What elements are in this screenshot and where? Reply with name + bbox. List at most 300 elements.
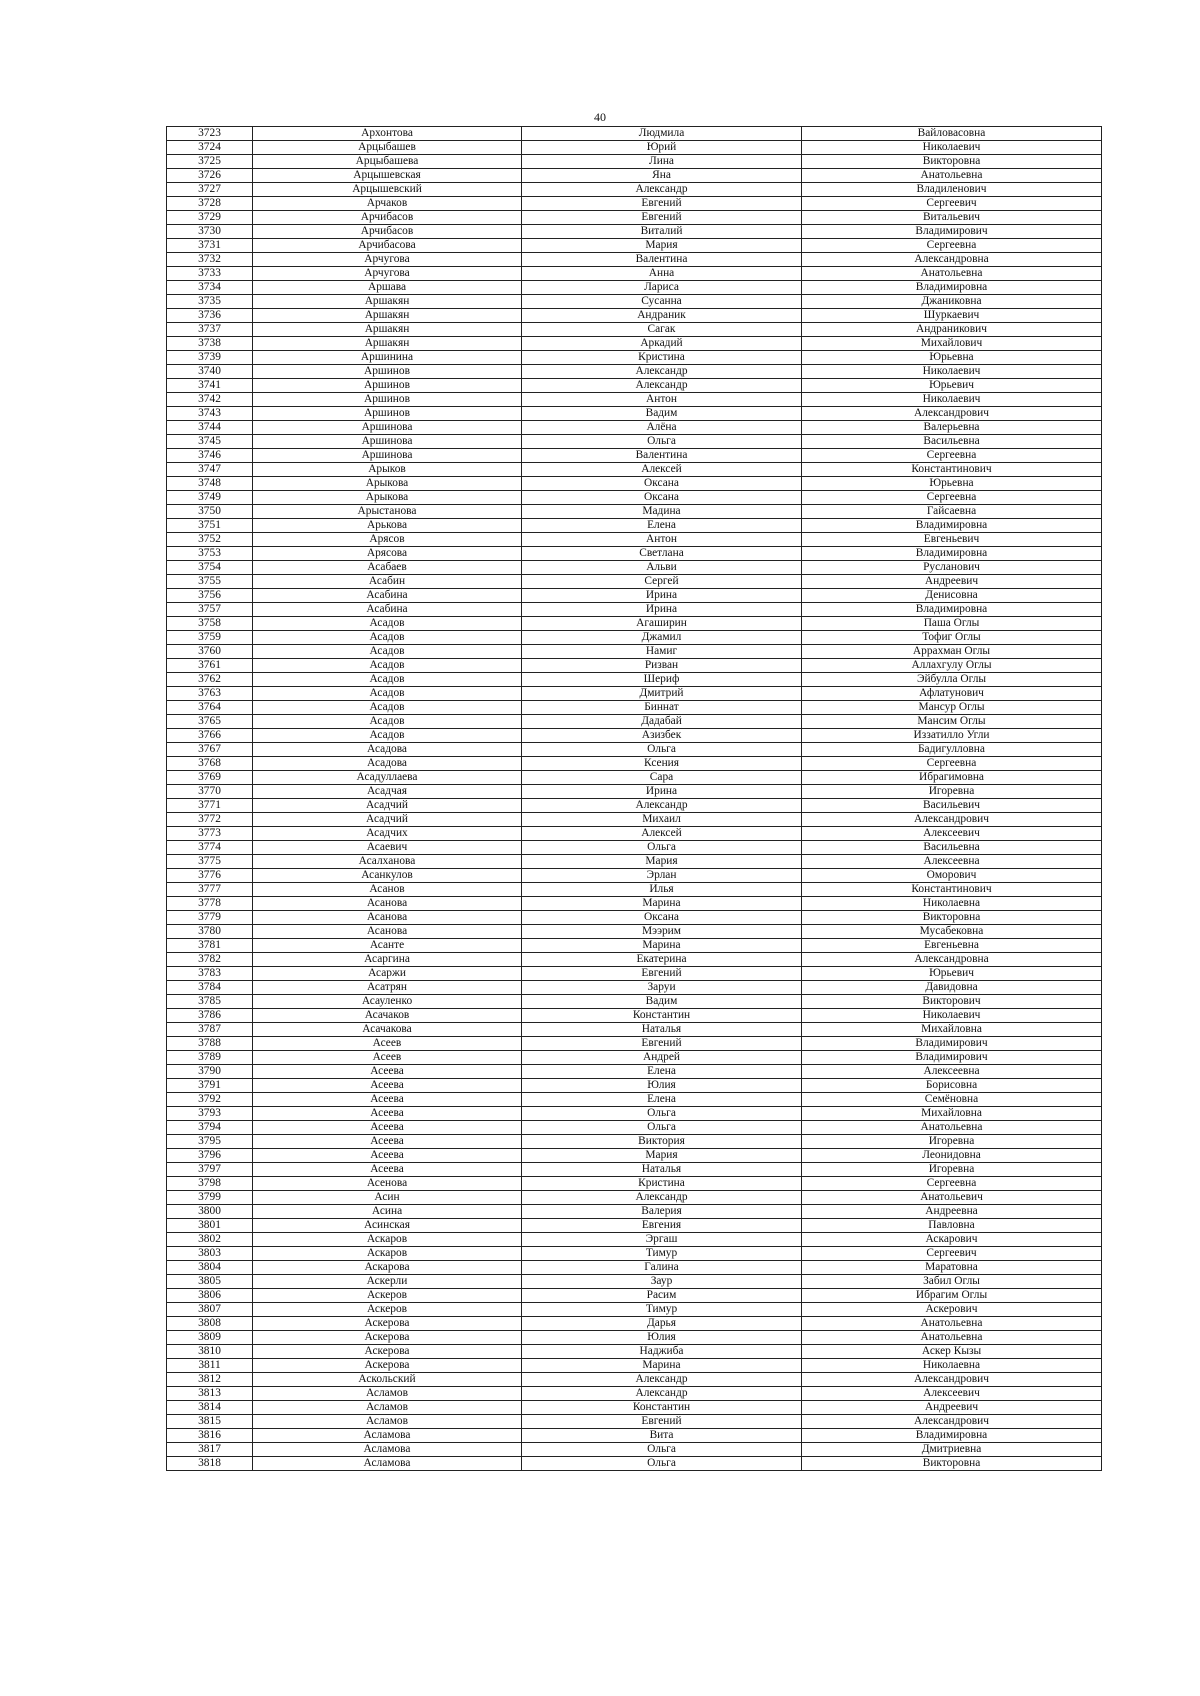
patronymic-cell: Андреевич bbox=[802, 1401, 1102, 1415]
row-number-cell: 3728 bbox=[167, 197, 253, 211]
last-name-cell: Асеева bbox=[253, 1107, 522, 1121]
last-name-cell: Арчибасова bbox=[253, 239, 522, 253]
table-row bbox=[167, 701, 1102, 715]
row-number-cell: 3780 bbox=[167, 925, 253, 939]
last-name-cell: Асадуллаева bbox=[253, 771, 522, 785]
table-row bbox=[167, 169, 1102, 183]
table-row bbox=[167, 1023, 1102, 1037]
first-name-cell: Агаширин bbox=[522, 617, 802, 631]
first-name-cell: Алёна bbox=[522, 421, 802, 435]
last-name-cell: Арцыбашева bbox=[253, 155, 522, 169]
patronymic-cell: Владимировна bbox=[802, 1429, 1102, 1443]
table-row bbox=[167, 785, 1102, 799]
row-number-cell: 3792 bbox=[167, 1093, 253, 1107]
first-name-cell: Биннат bbox=[522, 701, 802, 715]
last-name-cell: Асанов bbox=[253, 883, 522, 897]
patronymic-cell: Ибрагимовна bbox=[802, 771, 1102, 785]
last-name-cell: Асеев bbox=[253, 1037, 522, 1051]
last-name-cell: Аршакян bbox=[253, 337, 522, 351]
last-name-cell: Асеев bbox=[253, 1051, 522, 1065]
row-number-cell: 3802 bbox=[167, 1233, 253, 1247]
row-number-cell: 3799 bbox=[167, 1191, 253, 1205]
row-number-cell: 3795 bbox=[167, 1135, 253, 1149]
patronymic-cell: Аллахгулу Оглы bbox=[802, 659, 1102, 673]
row-number-cell: 3811 bbox=[167, 1359, 253, 1373]
first-name-cell: Александр bbox=[522, 365, 802, 379]
first-name-cell: Расим bbox=[522, 1289, 802, 1303]
row-number-cell: 3731 bbox=[167, 239, 253, 253]
last-name-cell: Асадова bbox=[253, 757, 522, 771]
patronymic-cell: Владимировна bbox=[802, 547, 1102, 561]
first-name-cell: Александр bbox=[522, 183, 802, 197]
first-name-cell: Яна bbox=[522, 169, 802, 183]
first-name-cell: Антон bbox=[522, 393, 802, 407]
table-row bbox=[167, 435, 1102, 449]
first-name-cell: Елена bbox=[522, 1093, 802, 1107]
last-name-cell: Асанте bbox=[253, 939, 522, 953]
last-name-cell: Асеева bbox=[253, 1079, 522, 1093]
first-name-cell: Марина bbox=[522, 939, 802, 953]
first-name-cell: Вита bbox=[522, 1429, 802, 1443]
patronymic-cell: Аррахман Оглы bbox=[802, 645, 1102, 659]
patronymic-cell: Джаниковна bbox=[802, 295, 1102, 309]
first-name-cell: Оксана bbox=[522, 477, 802, 491]
first-name-cell: Азизбек bbox=[522, 729, 802, 743]
first-name-cell: Мээрим bbox=[522, 925, 802, 939]
last-name-cell: Асадов bbox=[253, 715, 522, 729]
table-row bbox=[167, 1107, 1102, 1121]
patronymic-cell: Александрович bbox=[802, 1373, 1102, 1387]
last-name-cell: Арцышевский bbox=[253, 183, 522, 197]
last-name-cell: Аршинова bbox=[253, 449, 522, 463]
table-row bbox=[167, 757, 1102, 771]
first-name-cell: Валентина bbox=[522, 253, 802, 267]
row-number-cell: 3794 bbox=[167, 1121, 253, 1135]
table-row bbox=[167, 1331, 1102, 1345]
last-name-cell: Аскеров bbox=[253, 1289, 522, 1303]
row-number-cell: 3732 bbox=[167, 253, 253, 267]
patronymic-cell: Михайловна bbox=[802, 1107, 1102, 1121]
last-name-cell: Асламова bbox=[253, 1457, 522, 1471]
first-name-cell: Марина bbox=[522, 1359, 802, 1373]
row-number-cell: 3769 bbox=[167, 771, 253, 785]
table-row bbox=[167, 1359, 1102, 1373]
row-number-cell: 3741 bbox=[167, 379, 253, 393]
row-number-cell: 3808 bbox=[167, 1317, 253, 1331]
last-name-cell: Асламов bbox=[253, 1387, 522, 1401]
row-number-cell: 3735 bbox=[167, 295, 253, 309]
last-name-cell: Аршинов bbox=[253, 407, 522, 421]
first-name-cell: Александр bbox=[522, 379, 802, 393]
table-row bbox=[167, 575, 1102, 589]
patronymic-cell: Аскарович bbox=[802, 1233, 1102, 1247]
last-name-cell: Арцышевская bbox=[253, 169, 522, 183]
patronymic-cell: Сергеевна bbox=[802, 239, 1102, 253]
patronymic-cell: Вайловасовна bbox=[802, 127, 1102, 141]
first-name-cell: Ольга bbox=[522, 1107, 802, 1121]
first-name-cell: Марина bbox=[522, 897, 802, 911]
row-number-cell: 3786 bbox=[167, 1009, 253, 1023]
first-name-cell: Намиг bbox=[522, 645, 802, 659]
row-number-cell: 3729 bbox=[167, 211, 253, 225]
patronymic-cell: Тофиг Оглы bbox=[802, 631, 1102, 645]
patronymic-cell: Ибрагим Оглы bbox=[802, 1289, 1102, 1303]
first-name-cell: Евгения bbox=[522, 1219, 802, 1233]
row-number-cell: 3805 bbox=[167, 1275, 253, 1289]
patronymic-cell: Борисовна bbox=[802, 1079, 1102, 1093]
table-row bbox=[167, 953, 1102, 967]
first-name-cell: Александр bbox=[522, 799, 802, 813]
last-name-cell: Асадчий bbox=[253, 813, 522, 827]
last-name-cell: Асаевич bbox=[253, 841, 522, 855]
last-name-cell: Аршава bbox=[253, 281, 522, 295]
patronymic-cell: Юрьевич bbox=[802, 379, 1102, 393]
table-row bbox=[167, 351, 1102, 365]
table-row bbox=[167, 323, 1102, 337]
last-name-cell: Асадов bbox=[253, 631, 522, 645]
first-name-cell: Ксения bbox=[522, 757, 802, 771]
patronymic-cell: Николаевич bbox=[802, 1009, 1102, 1023]
table-row bbox=[167, 1429, 1102, 1443]
first-name-cell: Заруи bbox=[522, 981, 802, 995]
patronymic-cell: Юрьевич bbox=[802, 967, 1102, 981]
row-number-cell: 3748 bbox=[167, 477, 253, 491]
table-row bbox=[167, 603, 1102, 617]
row-number-cell: 3788 bbox=[167, 1037, 253, 1051]
first-name-cell: Михаил bbox=[522, 813, 802, 827]
patronymic-cell: Михайлович bbox=[802, 337, 1102, 351]
table-row bbox=[167, 309, 1102, 323]
first-name-cell: Кристина bbox=[522, 1177, 802, 1191]
row-number-cell: 3774 bbox=[167, 841, 253, 855]
last-name-cell: Асадов bbox=[253, 687, 522, 701]
patronymic-cell: Афлатунович bbox=[802, 687, 1102, 701]
row-number-cell: 3761 bbox=[167, 659, 253, 673]
first-name-cell: Сара bbox=[522, 771, 802, 785]
patronymic-cell: Владимирович bbox=[802, 1037, 1102, 1051]
last-name-cell: Асин bbox=[253, 1191, 522, 1205]
row-number-cell: 3797 bbox=[167, 1163, 253, 1177]
last-name-cell: Аскаров bbox=[253, 1247, 522, 1261]
last-name-cell: Арькова bbox=[253, 519, 522, 533]
last-name-cell: Асадов bbox=[253, 617, 522, 631]
last-name-cell: Асачакова bbox=[253, 1023, 522, 1037]
first-name-cell: Анна bbox=[522, 267, 802, 281]
first-name-cell: Виктория bbox=[522, 1135, 802, 1149]
row-number-cell: 3800 bbox=[167, 1205, 253, 1219]
last-name-cell: Асламова bbox=[253, 1443, 522, 1457]
table-row bbox=[167, 1121, 1102, 1135]
first-name-cell: Лариса bbox=[522, 281, 802, 295]
first-name-cell: Юлия bbox=[522, 1331, 802, 1345]
row-number-cell: 3771 bbox=[167, 799, 253, 813]
last-name-cell: Асадов bbox=[253, 645, 522, 659]
first-name-cell: Сусанна bbox=[522, 295, 802, 309]
last-name-cell: Асанкулов bbox=[253, 869, 522, 883]
table-row bbox=[167, 533, 1102, 547]
patronymic-cell: Константинович bbox=[802, 883, 1102, 897]
patronymic-cell: Викторовна bbox=[802, 911, 1102, 925]
table-row bbox=[167, 673, 1102, 687]
row-number-cell: 3818 bbox=[167, 1457, 253, 1471]
table-row bbox=[167, 1177, 1102, 1191]
last-name-cell: Асеева bbox=[253, 1065, 522, 1079]
first-name-cell: Наджиба bbox=[522, 1345, 802, 1359]
table-row bbox=[167, 239, 1102, 253]
table-row bbox=[167, 743, 1102, 757]
table-row bbox=[167, 421, 1102, 435]
patronymic-cell: Дмитриевна bbox=[802, 1443, 1102, 1457]
table-row bbox=[167, 155, 1102, 169]
row-number-cell: 3789 bbox=[167, 1051, 253, 1065]
table-row bbox=[167, 1443, 1102, 1457]
last-name-cell: Асаржи bbox=[253, 967, 522, 981]
first-name-cell: Тимур bbox=[522, 1247, 802, 1261]
last-name-cell: Асадов bbox=[253, 701, 522, 715]
row-number-cell: 3740 bbox=[167, 365, 253, 379]
table-row bbox=[167, 477, 1102, 491]
patronymic-cell: Александровна bbox=[802, 253, 1102, 267]
row-number-cell: 3743 bbox=[167, 407, 253, 421]
first-name-cell: Лина bbox=[522, 155, 802, 169]
last-name-cell: Асламов bbox=[253, 1415, 522, 1429]
last-name-cell: Асеева bbox=[253, 1135, 522, 1149]
row-number-cell: 3756 bbox=[167, 589, 253, 603]
patronymic-cell: Константинович bbox=[802, 463, 1102, 477]
registry-table bbox=[166, 126, 1102, 1471]
row-number-cell: 3765 bbox=[167, 715, 253, 729]
last-name-cell: Асинская bbox=[253, 1219, 522, 1233]
table-row bbox=[167, 645, 1102, 659]
table-row bbox=[167, 1289, 1102, 1303]
patronymic-cell: Маратовна bbox=[802, 1261, 1102, 1275]
table-row bbox=[167, 925, 1102, 939]
first-name-cell: Ольга bbox=[522, 435, 802, 449]
first-name-cell: Алексей bbox=[522, 827, 802, 841]
first-name-cell: Евгений bbox=[522, 967, 802, 981]
patronymic-cell: Николаевна bbox=[802, 1359, 1102, 1373]
patronymic-cell: Анатольевна bbox=[802, 1331, 1102, 1345]
patronymic-cell: Аскерович bbox=[802, 1303, 1102, 1317]
table-row bbox=[167, 1163, 1102, 1177]
first-name-cell: Елена bbox=[522, 519, 802, 533]
patronymic-cell: Александрович bbox=[802, 1415, 1102, 1429]
first-name-cell: Илья bbox=[522, 883, 802, 897]
last-name-cell: Арыков bbox=[253, 463, 522, 477]
first-name-cell: Мария bbox=[522, 855, 802, 869]
row-number-cell: 3726 bbox=[167, 169, 253, 183]
table-row bbox=[167, 981, 1102, 995]
row-number-cell: 3770 bbox=[167, 785, 253, 799]
row-number-cell: 3767 bbox=[167, 743, 253, 757]
row-number-cell: 3807 bbox=[167, 1303, 253, 1317]
table-row bbox=[167, 1149, 1102, 1163]
first-name-cell: Валентина bbox=[522, 449, 802, 463]
table-row bbox=[167, 1233, 1102, 1247]
table-row bbox=[167, 995, 1102, 1009]
first-name-cell: Елена bbox=[522, 1065, 802, 1079]
row-number-cell: 3753 bbox=[167, 547, 253, 561]
row-number-cell: 3785 bbox=[167, 995, 253, 1009]
last-name-cell: Асауленко bbox=[253, 995, 522, 1009]
last-name-cell: Асабаев bbox=[253, 561, 522, 575]
table-row bbox=[167, 463, 1102, 477]
row-number-cell: 3730 bbox=[167, 225, 253, 239]
patronymic-cell: Евгеньевич bbox=[802, 533, 1102, 547]
row-number-cell: 3763 bbox=[167, 687, 253, 701]
row-number-cell: 3796 bbox=[167, 1149, 253, 1163]
first-name-cell: Тимур bbox=[522, 1303, 802, 1317]
first-name-cell: Александр bbox=[522, 1387, 802, 1401]
last-name-cell: Асламова bbox=[253, 1429, 522, 1443]
patronymic-cell: Сергеевич bbox=[802, 197, 1102, 211]
patronymic-cell: Анатольевна bbox=[802, 169, 1102, 183]
patronymic-cell: Денисовна bbox=[802, 589, 1102, 603]
row-number-cell: 3781 bbox=[167, 939, 253, 953]
first-name-cell: Оксана bbox=[522, 911, 802, 925]
table-row bbox=[167, 1457, 1102, 1471]
page-number: 40 bbox=[594, 110, 606, 124]
last-name-cell: Аскеров bbox=[253, 1303, 522, 1317]
table-row bbox=[167, 799, 1102, 813]
first-name-cell: Ольга bbox=[522, 1457, 802, 1471]
table-row bbox=[167, 1275, 1102, 1289]
last-name-cell: Арясова bbox=[253, 547, 522, 561]
first-name-cell: Оксана bbox=[522, 491, 802, 505]
last-name-cell: Аршинина bbox=[253, 351, 522, 365]
patronymic-cell: Викторовна bbox=[802, 155, 1102, 169]
patronymic-cell: Васильевич bbox=[802, 799, 1102, 813]
first-name-cell: Вадим bbox=[522, 407, 802, 421]
patronymic-cell: Сергеевна bbox=[802, 491, 1102, 505]
table-row bbox=[167, 1093, 1102, 1107]
patronymic-cell: Анатольевич bbox=[802, 1191, 1102, 1205]
row-number-cell: 3809 bbox=[167, 1331, 253, 1345]
first-name-cell: Ризван bbox=[522, 659, 802, 673]
table-row bbox=[167, 631, 1102, 645]
table-row bbox=[167, 337, 1102, 351]
first-name-cell: Дарья bbox=[522, 1317, 802, 1331]
patronymic-cell: Николаевич bbox=[802, 365, 1102, 379]
table-row bbox=[167, 715, 1102, 729]
patronymic-cell: Иззатилло Угли bbox=[802, 729, 1102, 743]
patronymic-cell: Васильевна bbox=[802, 435, 1102, 449]
row-number-cell: 3759 bbox=[167, 631, 253, 645]
last-name-cell: Асадов bbox=[253, 659, 522, 673]
row-number-cell: 3814 bbox=[167, 1401, 253, 1415]
first-name-cell: Александр bbox=[522, 1191, 802, 1205]
first-name-cell: Дмитрий bbox=[522, 687, 802, 701]
last-name-cell: Асеева bbox=[253, 1163, 522, 1177]
first-name-cell: Андраник bbox=[522, 309, 802, 323]
patronymic-cell: Алексеевна bbox=[802, 855, 1102, 869]
table-row bbox=[167, 869, 1102, 883]
first-name-cell: Антон bbox=[522, 533, 802, 547]
patronymic-cell: Юрьевна bbox=[802, 477, 1102, 491]
last-name-cell: Асадова bbox=[253, 743, 522, 757]
table-row bbox=[167, 813, 1102, 827]
table-row bbox=[167, 365, 1102, 379]
table-row bbox=[167, 183, 1102, 197]
table-row bbox=[167, 1135, 1102, 1149]
patronymic-cell: Николаевич bbox=[802, 393, 1102, 407]
table-row bbox=[167, 197, 1102, 211]
row-number-cell: 3777 bbox=[167, 883, 253, 897]
row-number-cell: 3806 bbox=[167, 1289, 253, 1303]
patronymic-cell: Леонидовна bbox=[802, 1149, 1102, 1163]
table-row bbox=[167, 1247, 1102, 1261]
last-name-cell: Арыкова bbox=[253, 491, 522, 505]
last-name-cell: Арчугова bbox=[253, 253, 522, 267]
row-number-cell: 3745 bbox=[167, 435, 253, 449]
last-name-cell: Асанова bbox=[253, 925, 522, 939]
last-name-cell: Аскерова bbox=[253, 1345, 522, 1359]
first-name-cell: Джамил bbox=[522, 631, 802, 645]
last-name-cell: Асабина bbox=[253, 603, 522, 617]
patronymic-cell: Сергеевич bbox=[802, 1247, 1102, 1261]
last-name-cell: Арясов bbox=[253, 533, 522, 547]
table-row bbox=[167, 211, 1102, 225]
last-name-cell: Аскарова bbox=[253, 1261, 522, 1275]
patronymic-cell: Анатольевна bbox=[802, 1317, 1102, 1331]
row-number-cell: 3764 bbox=[167, 701, 253, 715]
table-row bbox=[167, 379, 1102, 393]
patronymic-cell: Владимировна bbox=[802, 281, 1102, 295]
row-number-cell: 3791 bbox=[167, 1079, 253, 1093]
table-row bbox=[167, 267, 1102, 281]
row-number-cell: 3803 bbox=[167, 1247, 253, 1261]
last-name-cell: Арчаков bbox=[253, 197, 522, 211]
patronymic-cell: Владимировна bbox=[802, 603, 1102, 617]
first-name-cell: Сагак bbox=[522, 323, 802, 337]
patronymic-cell: Игоревна bbox=[802, 1163, 1102, 1177]
table-row bbox=[167, 505, 1102, 519]
patronymic-cell: Аскер Кызы bbox=[802, 1345, 1102, 1359]
table-row bbox=[167, 1387, 1102, 1401]
table-row bbox=[167, 281, 1102, 295]
last-name-cell: Асенова bbox=[253, 1177, 522, 1191]
row-number-cell: 3758 bbox=[167, 617, 253, 631]
row-number-cell: 3790 bbox=[167, 1065, 253, 1079]
first-name-cell: Эргаш bbox=[522, 1233, 802, 1247]
row-number-cell: 3734 bbox=[167, 281, 253, 295]
patronymic-cell: Алексеевич bbox=[802, 827, 1102, 841]
patronymic-cell: Васильевна bbox=[802, 841, 1102, 855]
table-row bbox=[167, 911, 1102, 925]
first-name-cell: Виталий bbox=[522, 225, 802, 239]
row-number-cell: 3746 bbox=[167, 449, 253, 463]
table-row bbox=[167, 1009, 1102, 1023]
row-number-cell: 3755 bbox=[167, 575, 253, 589]
last-name-cell: Асачаков bbox=[253, 1009, 522, 1023]
row-number-cell: 3787 bbox=[167, 1023, 253, 1037]
table-row bbox=[167, 1051, 1102, 1065]
registry-table-body bbox=[167, 127, 1102, 1471]
last-name-cell: Асина bbox=[253, 1205, 522, 1219]
last-name-cell: Арчибасов bbox=[253, 225, 522, 239]
last-name-cell: Асаргина bbox=[253, 953, 522, 967]
first-name-cell: Юрий bbox=[522, 141, 802, 155]
first-name-cell: Сергей bbox=[522, 575, 802, 589]
first-name-cell: Евгений bbox=[522, 197, 802, 211]
first-name-cell: Ирина bbox=[522, 603, 802, 617]
row-number-cell: 3757 bbox=[167, 603, 253, 617]
last-name-cell: Асадов bbox=[253, 729, 522, 743]
row-number-cell: 3752 bbox=[167, 533, 253, 547]
patronymic-cell: Николаевна bbox=[802, 897, 1102, 911]
row-number-cell: 3733 bbox=[167, 267, 253, 281]
patronymic-cell: Оморович bbox=[802, 869, 1102, 883]
